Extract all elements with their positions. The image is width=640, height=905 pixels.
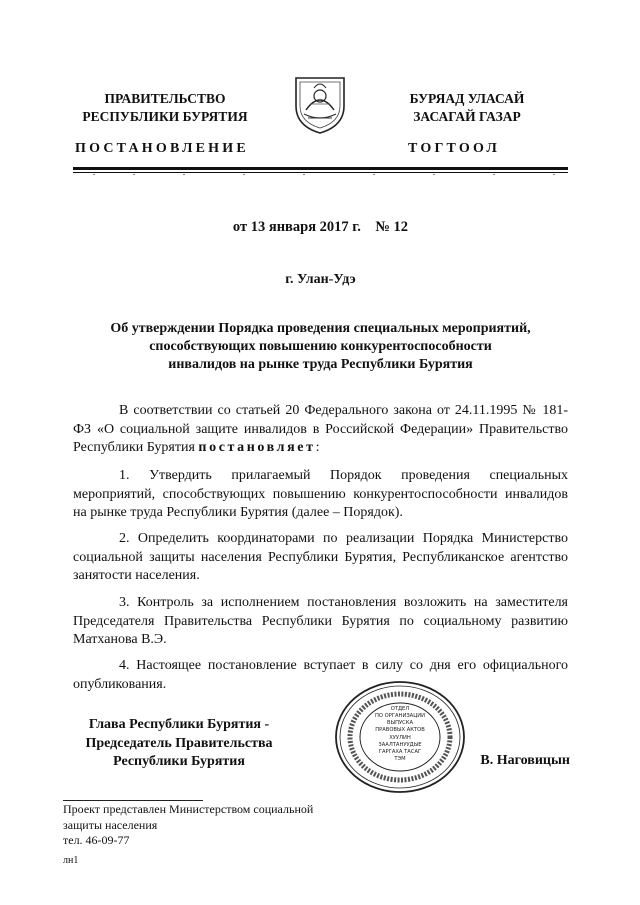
- item-1: [73, 467, 568, 523]
- stamp-line4: ПРАВОВЫХ АКТОВ: [375, 727, 425, 733]
- item-1-text: 1. Утвердить прилагаемый Порядок проведения специальных мероприятий, способствующих повышению конкурентоспособности инвалидов на рынке труда Республики Бурятия (далее – Порядок).: [73, 468, 568, 520]
- header-divider-thick: [73, 167, 568, 170]
- header-dotted-line: [73, 174, 568, 180]
- coat-of-arms-emblem: [290, 70, 350, 136]
- title-line3: инвалидов на рынке труда Республики Бурятия: [168, 357, 473, 372]
- stamp-line8: ТЭМ: [394, 756, 406, 762]
- item-3: [73, 594, 568, 650]
- intro-resolves: постановляет: [198, 440, 316, 455]
- item-4: [73, 657, 568, 694]
- city: г. Улан-Удэ: [285, 272, 356, 287]
- header-left-line2: РЕСПУБЛИКИ БУРЯТИЯ: [82, 109, 248, 124]
- intro-end: :: [315, 440, 320, 455]
- footer-line1: Проект представлен Министерством социальной: [63, 802, 314, 816]
- position-line2: Председатель Правительства: [85, 735, 273, 751]
- item-2: [73, 530, 568, 586]
- stamp-line2: ПО ОРГАНИЗАЦИИ: [374, 713, 426, 719]
- position-line3: Республики Бурятия: [113, 754, 245, 769]
- header-divider-thin: [73, 172, 568, 173]
- title-line2: способствующих повышению конкурентоспособности: [149, 339, 492, 354]
- signatory-position: [68, 716, 290, 772]
- stamp-line1: ОТДЕЛ: [390, 706, 410, 712]
- title-line1: Об утверждении Порядка проведения специальных мероприятий,: [110, 321, 531, 336]
- stamp-line3: ВЫПУСКА: [386, 720, 414, 726]
- intro-paragraph: [73, 402, 568, 458]
- signatory-name: В. Наговицын: [480, 753, 570, 768]
- header-left: [60, 90, 270, 126]
- date-number: от 13 января 2017 г. № 12: [232, 219, 409, 235]
- doc-type-right: ТОГТООЛ: [408, 141, 501, 156]
- header-left-line1: ПРАВИТЕЛЬСТВО: [104, 91, 226, 106]
- footer-note: [63, 802, 383, 868]
- stamp-line7: ГАРГАХА ТАСАГ: [378, 749, 422, 755]
- stamp-line6: ЗААЛТАНУУДЫЕ: [378, 742, 422, 748]
- stamp-line5: ХУУЛИН: [389, 735, 411, 741]
- footer-line3: тел. 46-09-77: [63, 833, 130, 847]
- item-4-text: 4. Настоящее постановление вступает в силу со дня его официального опубликования.: [73, 658, 568, 692]
- position-line1: Глава Республики Бурятия -: [88, 717, 270, 732]
- header-right: [372, 90, 562, 126]
- header-right-line1: БУРЯАД УЛАСАЙ: [409, 91, 525, 106]
- header-right-line2: ЗАСАГАЙ ГАЗАР: [413, 109, 521, 124]
- doc-type-left: ПОСТАНОВЛЕНИЕ: [75, 141, 249, 156]
- footer-line4: лн1: [63, 854, 79, 866]
- item-3-text: 3. Контроль за исполнением постановления возложить на заместителя Председателя Правительства Республики Бурятия по социальному развитию Матханова В.Э.: [73, 595, 568, 647]
- item-2-text: 2. Определить координаторами по реализации Порядка Министерство социальной защиты населения Республики Бурятия, Республиканское агентство занятости населения.: [73, 531, 568, 583]
- intro-text: В соответствии со статьей 20 Федерального закона от 24.11.1995 № 181-ФЗ «О социальной защите инвалидов в Российской Федерации» Правительство Республики Бурятия: [73, 403, 568, 455]
- document-title: [73, 320, 568, 374]
- official-stamp: [334, 680, 466, 794]
- footer-divider: [63, 800, 203, 801]
- footer-line2: защиты населения: [63, 817, 158, 832]
